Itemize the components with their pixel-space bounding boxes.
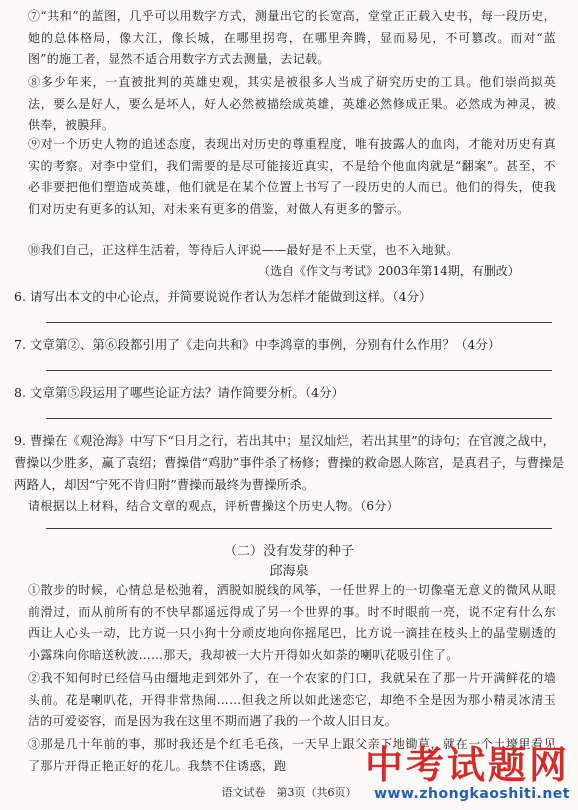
question-9: 9. 曹操在《观沧海》中写下“日月之行，若出其中；星汉灿烂，若出其里”的诗句；在官渡之战中，曹操以少胜多，赢了袁绍；曹操借“鸡肋”事件杀了杨修；曹操的救命恩人陈宫，是真君子，与曹操是两路人，却因“宁死不肯归附”曹操而最终为曹操所杀。 [14,433,565,492]
passage-paragraph-1: ①散步的时候，心情总是松弛着，洒脱如脱线的风筝，一任世界上的一切像毫无意义的微风从眼前滑过，而从前所有的不快早都遥远得成了另一个世界的事。时不时眼前一亮，说不定有什么东西让人心头一动，比方说一只小狗十分顽皮地向你摇尾巴，比方说一滴挂在枝头上的晶莹剔透的小露珠向你暗送秋波……那天，我却被一大片开得如火如荼的喇叭花吸引住了。 [28,583,556,662]
paragraph-7: ⑦“共和”的蓝图，几乎可以用数字方式，测量出它的长宽高，堂堂正正载入史书，每一段历史，她的总体格局，像大江，像长城，在哪里拐弯，在哪里奔腾，显而易见，不可篡改。而对“蓝图”的施工者，显然不适合用数字方式去测量，去记载。 [28,9,556,66]
answer-line [46,528,552,529]
article-source: （选自《作文与考试》2003年第14期，有删改） [258,264,520,278]
passage-author: 邱海泉 [269,564,309,579]
answer-line [46,322,552,323]
watermark-url: www.zhongkaoshiti.net [374,786,570,802]
answer-line [46,418,552,419]
paragraph-10: ⑩我们自己，正这样生活着，等待后人评说——最好是不上天堂，也不入地狱。 [28,243,459,257]
page-footer: 语文试卷 第3页（共6页） [221,786,357,799]
passage-title: （二）没有发芽的种子 [223,544,354,559]
watermark [365,744,570,802]
question-7: 7. 文章第②、第⑥段都引用了《走向共和》中李鸿章的事例，分别有什么作用？（4分） [14,337,501,352]
answer-line [46,370,552,371]
passage-paragraph-2: ②我不知何时已经信马由缰地走到郊外了，在一个农家的门口，我就呆在了那一片开满鲜花的墙头前。花是喇叭花，开得非常热闹……但我之所以如此迷恋它，却绝不全是因为那小精灵冰清玉洁的可爱姿容，而是因为我在这里不期而遇了我的一个故人旧日友。 [28,671,556,728]
watermark-text: 中考试题网 [364,743,570,787]
question-8: 8. 文章第⑤段运用了哪些论证方法？请作简要分析。（4分） [14,385,345,400]
paragraph-9: ⑨对一个历史人物的追述态度，表现出对历史的尊重程度，唯有披露人的血肉，才能对历史有真实的考察。对李中堂们，我们需要的是尽可能接近真实，不是给个他血肉就是“翻案”。甚至，不必非要把他们塑造成英雄，他们就是在某个位置上书写了一段历史的人而已。他们的得失，使我们对历史有更多的认知，对未来有更多的借鉴，对做人有更多的警示。 [28,137,556,216]
paragraph-8: ⑧多少年来，一直被批判的英雄史观，其实是被很多人当成了研究历史的工具。他们崇尚拟英法，要么是好人，要么是坏人，好人必然被描绘成英雄，英雄必然修成正果。必然成为神灵，被供奉，被膜拜。 [28,75,556,132]
question-9-task: 请根据以上材料，结合文章的观点，评析曹操这个历史人物。（6分） [28,499,399,513]
question-6: 6. 请写出本文的中心论点，并简要说说作者认为怎样才能做到这样。（4分） [14,289,432,304]
passage-paragraph-3: ③那是几十年前的事，那时我还是个红毛毛孩，一天早上跟父亲下地锄草，就在一个土壕里看见了那片开得正艳正好的花儿。我禁不住诱惑，跑 [28,737,556,773]
